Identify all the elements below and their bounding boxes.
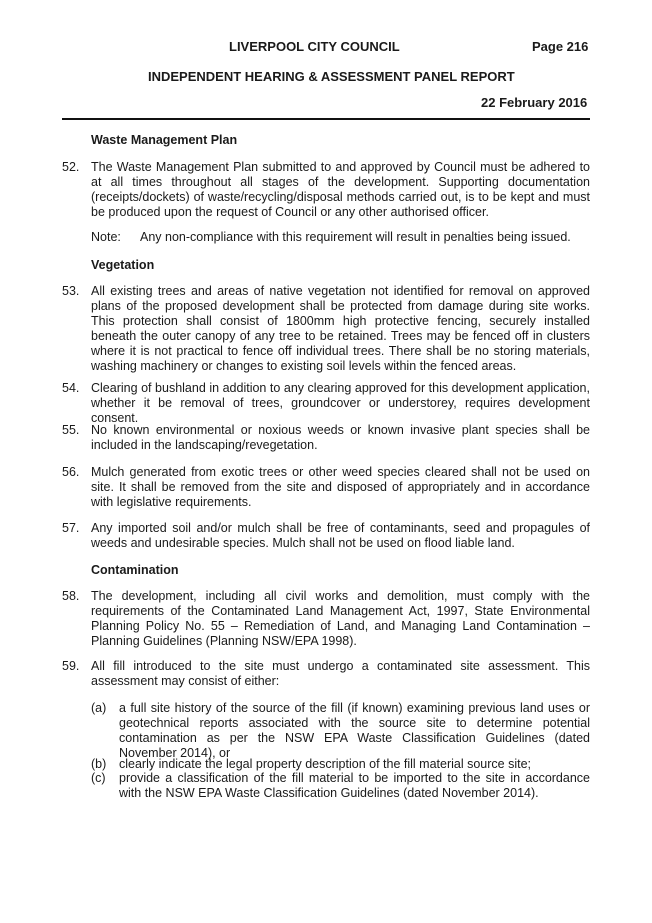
report-date: 22 February 2016 xyxy=(481,95,588,110)
clause-58-number: 58. xyxy=(62,589,80,603)
item-a-label: (a) xyxy=(91,701,107,715)
clause-59-number: 59. xyxy=(62,659,80,673)
clause-57-number: 57. xyxy=(62,521,80,535)
clause-55-number: 55. xyxy=(62,423,80,437)
clause-58-text: The development, including all civil works and demolition, must comply with the requirements of the Contaminated Land Management Act, 1997, State Environmental Planning Policy No. 55 – Remediation of Land, and Managing Land Contamination – Planning Guidelines (Planning NSW/EPA 1998). xyxy=(91,589,590,648)
clause-52-number: 52. xyxy=(62,160,80,174)
clause-53-number: 53. xyxy=(62,284,80,298)
item-c-text: provide a classification of the fill material to be imported to the site in accordance with the NSW EPA Waste Classification Guidelines (dated November 2014). xyxy=(119,771,590,800)
clause-59-text: All fill introduced to the site must undergo a contaminated site assessment. This assessment may consist of either: xyxy=(91,659,590,688)
clause-53-text: All existing trees and areas of native vegetation not identified for removal on approved plans of the proposed development shall be protected from damage during site works. This protection shall consist of 1800mm high protective fencing, securely installed beneath the outer canopy of any tree to be retained. Trees may be fenced off in clusters where it is not practical to fence off individual trees. There shall be no storing materials, washing machinery or changes to existing soil levels within the fenced areas. xyxy=(91,284,590,373)
clause-54-text: Clearing of bushland in addition to any clearing approved for this development application, whether it be removal of trees, groundcover or understorey, requires development consent. xyxy=(91,381,590,425)
heading-vegetation: Vegetation xyxy=(91,258,155,272)
clause-54-number: 54. xyxy=(62,381,80,395)
heading-waste-management: Waste Management Plan xyxy=(91,133,238,147)
heading-contamination: Contamination xyxy=(91,563,179,577)
note-label: Note: xyxy=(91,230,121,244)
item-b-label: (b) xyxy=(91,757,107,771)
clause-55-text: No known environmental or noxious weeds or known invasive plant species shall be included in the landscaping/revegetation. xyxy=(91,423,590,452)
clause-57-text: Any imported soil and/or mulch shall be free of contaminants, seed and propagules of weeds and undesirable species. Mulch shall not be used on flood liable land. xyxy=(91,521,590,550)
clause-52-text: The Waste Management Plan submitted to and approved by Council must be adhered to at all times throughout all stages of the development. Supporting documentation (receipts/dockets) of waste/recycling/disposal methods carried out, is to be kept and must be produced upon the request of Council or any other authorised officer. xyxy=(91,160,590,219)
item-c-label: (c) xyxy=(91,771,106,785)
council-name: LIVERPOOL CITY COUNCIL xyxy=(229,39,400,54)
clause-56-text: Mulch generated from exotic trees or other weed species cleared shall not be used on site. It shall be removed from the site and disposed of appropriately and in accordance with legislative requirements. xyxy=(91,465,590,509)
page-number: Page 216 xyxy=(532,39,589,54)
item-a-text: a full site history of the source of the fill (if known) examining previous land uses or geotechnical reports associated with the source site to determine potential contamination as per the NSW EPA Waste Classification Guidelines (dated November 2014), or xyxy=(119,701,590,760)
header-rule xyxy=(62,118,590,120)
clause-56-number: 56. xyxy=(62,465,80,479)
item-b-text: clearly indicate the legal property description of the fill material source site; xyxy=(119,757,532,771)
report-title: INDEPENDENT HEARING & ASSESSMENT PANEL REPORT xyxy=(148,69,515,84)
note-text: Any non-compliance with this requirement will result in penalties being issued. xyxy=(140,230,571,244)
